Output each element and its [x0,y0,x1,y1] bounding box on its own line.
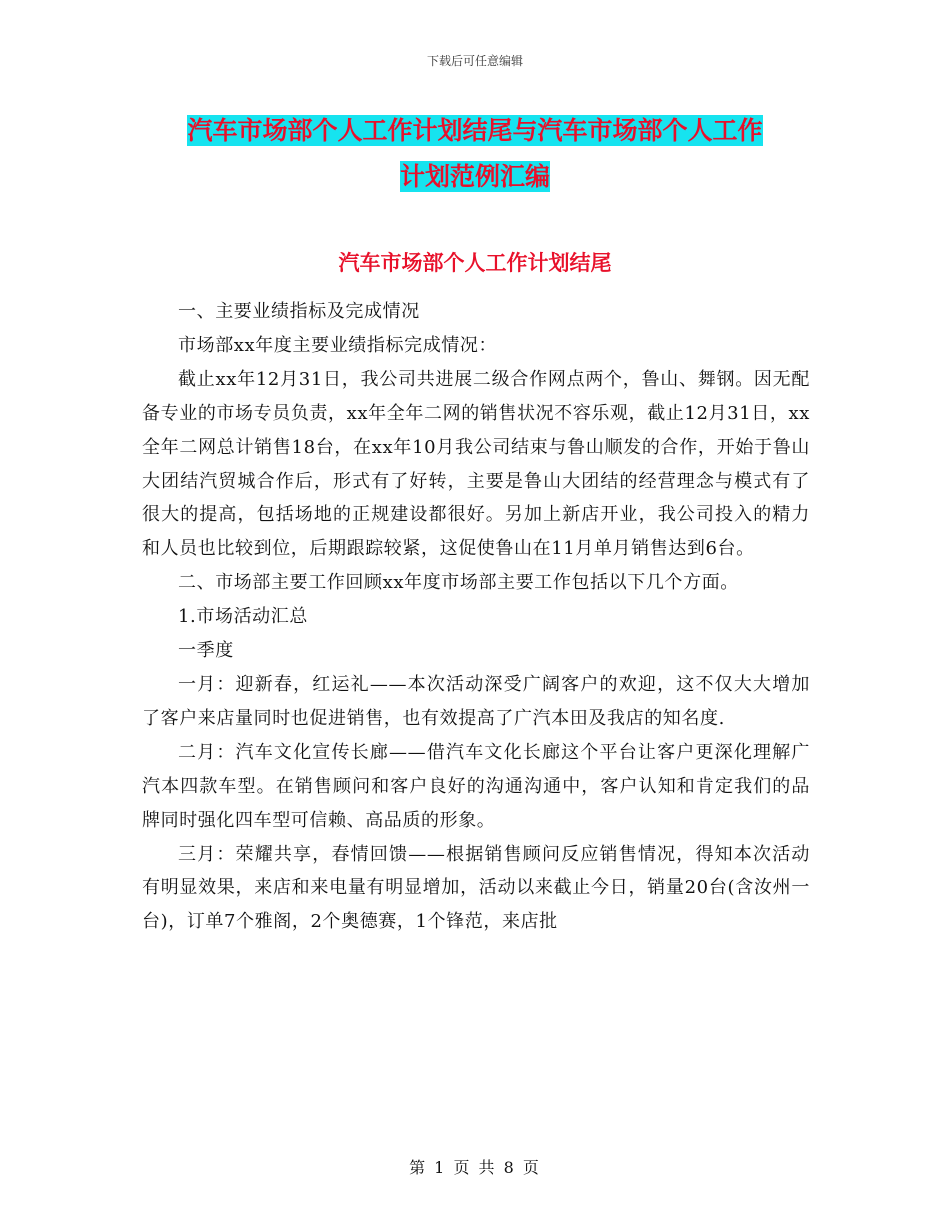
paragraph: 一月：迎新春，红运礼——本次活动深受广阔客户的欢迎，这不仅大大增加了客户来店量同时也促进销售，也有效提高了广汽本田及我店的知名度. [142,673,810,729]
paragraph: 市场部xx年度主要业绩指标完成情况： [178,334,498,356]
header-note: 下载后可任意编辑 [426,54,523,68]
document-title [140,108,810,200]
document-title-line-1: 汽车市场部个人工作计划结尾与汽车市场部个人工作 [187,116,763,145]
paragraph: 三月：荣耀共享，春情回馈——根据销售顾问反应销售情况，得知本次活动有明显效果，来店和来电量有明显增加，活动以来截止今日，销量20台(含汝州一台)，订单7个雅阁，2个奥德赛，1个锋范，来店批 [142,843,810,933]
paragraph: 二、市场部主要工作回顾xx年度市场部主要工作包括以下几个方面。 [178,572,739,594]
body-text [142,295,810,939]
paragraph: 一季度 [178,640,234,662]
document-title-line-2: 计划范例汇编 [399,162,550,191]
paragraph: 二月：汽车文化宣传长廊——借汽车文化长廊这个平台让客户更深化理解广汽本四款车型。在销售顾问和客户良好的沟通沟通中，客户认知和肯定我们的品牌同时强化四车型可信赖、高品质的形象。 [142,741,810,831]
section-title: 汽车市场部个人工作计划结尾 [338,251,612,275]
paragraph: 一、主要业绩指标及完成情况 [178,301,420,322]
paragraph: 1.市场活动汇总 [178,606,308,628]
paragraph: 截止xx年12月31日，我公司共进展二级合作网点两个，鲁山、舞钢。因无配备专业的市场专员负责，xx年全年二网的销售状况不容乐观，截止12月31日，xx全年二网总计销售18台，在xx年10月我公司结束与鲁山顺发的合作，开始于鲁山大团结汽贸城合作后，形式有了好转，主要是鲁山大团结的经营理念与模式有了很大的提高，包括场地的正规建设都很好。另加上新店开业，我公司投入的精力和人员也比较到位，后期跟踪较紧，这促使鲁山在11月单月销售达到6台。 [142,368,810,560]
page-footer: 第 1 页 共 8 页 [409,1158,541,1177]
